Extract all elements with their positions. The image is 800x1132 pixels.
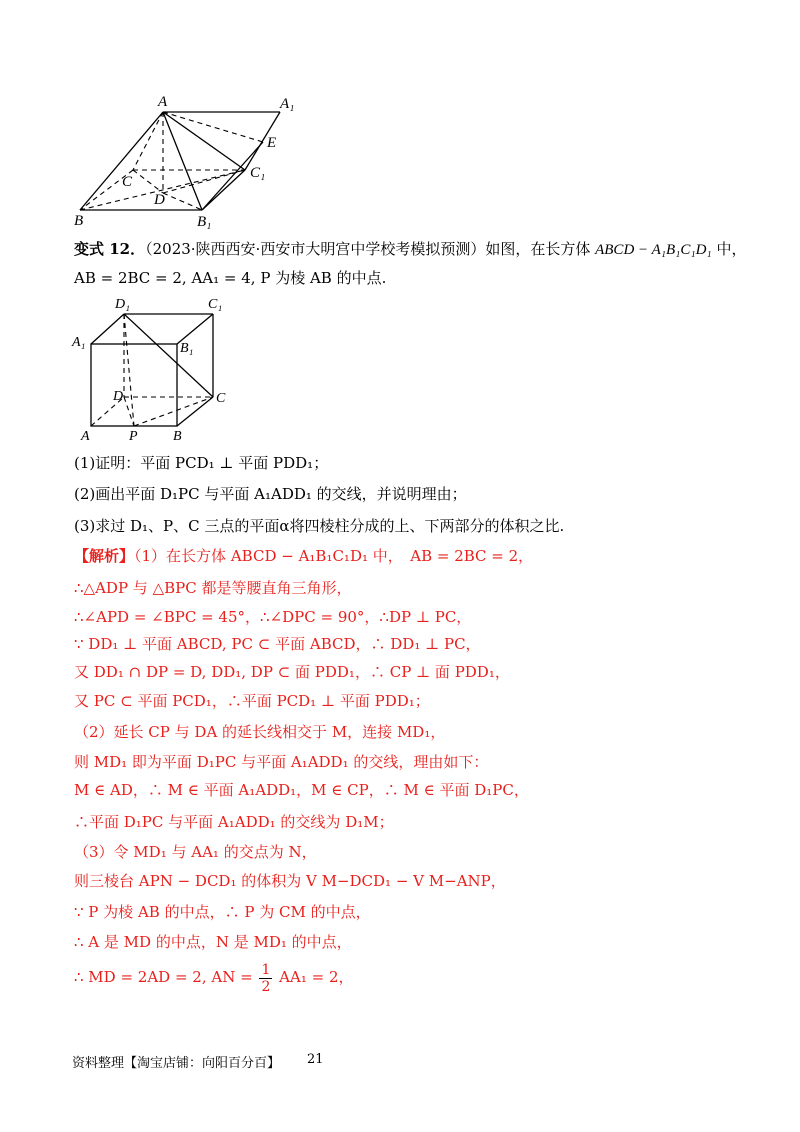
solution-line-5: 又 DD₁ ∩ DP = D, DD₁, DP ⊂ 面 PDD₁，∴ CP ⊥ 面 PDD₁， <box>74 663 510 681</box>
problem-line-2: AB = 2BC = 2, AA₁ = 4, P 为棱 AB 的中点. <box>74 269 387 287</box>
label-D1: D₁ <box>115 297 130 312</box>
problem-line-1: 变式 12．（2023·陕西西安·西安市大明宫中学校考模拟预测）如图，在长方体 ABCD − A₁B₁C₁D₁ 中， <box>74 240 747 258</box>
label-B1: B₁ <box>180 341 194 356</box>
label-C: C <box>122 174 133 190</box>
solution-line-10: ∴平面 D₁PC 与平面 A₁ADD₁ 的交线为 D₁M； <box>74 813 394 831</box>
problem-body-tail: 中， <box>716 240 747 258</box>
page-number: 21 <box>307 1052 324 1067</box>
label-B: B <box>74 213 84 229</box>
label-C1: C₁ <box>250 165 266 181</box>
label-B: B <box>173 429 182 444</box>
solution-line-9: M ∈ AD，∴ M ∈ 平面 A₁ADD₁，M ∈ CP，∴ M ∈ 平面 D₁PC， <box>74 781 529 799</box>
label-A1: A₁ <box>280 96 295 112</box>
solution-line-2: ∴△ADP 与 △BPC 都是等腰直角三角形， <box>74 579 352 597</box>
question-3: (3)求过 D₁、P、C 三点的平面α将四棱柱分成的上、下两部分的体积之比. <box>74 517 565 535</box>
solution-tag: 【解析】 <box>74 547 135 565</box>
solution-line-8: 则 MD₁ 即为平面 D₁PC 与平面 A₁ADD₁ 的交线，理由如下： <box>74 753 489 771</box>
question-2: (2)画出平面 D₁PC 与平面 A₁ADD₁ 的交线，并说明理由； <box>74 485 467 503</box>
label-A: A <box>158 94 168 110</box>
label-B1: B₁ <box>197 214 212 230</box>
solution-line-14: ∴ A 是 MD 的中点，N 是 MD₁ 的中点， <box>74 933 352 951</box>
label-A: A <box>81 429 90 444</box>
label-C: C <box>216 391 226 406</box>
label-A1: A₁ <box>72 335 86 350</box>
label-C1: C₁ <box>208 297 223 312</box>
question-1: (1)证明：平面 PCD₁ ⊥ 平面 PDD₁； <box>74 454 329 472</box>
solution-line-1: 【解析】（1）在长方体 ABCD − A₁B₁C₁D₁ 中， AB = 2BC = 2， <box>74 547 534 565</box>
figure-cuboid <box>70 292 240 452</box>
solution-line-6: 又 PC ⊂ 平面 PCD₁，∴平面 PCD₁ ⊥ 平面 PDD₁； <box>74 692 430 710</box>
label-D: D <box>154 192 165 208</box>
label-E: E <box>267 135 277 151</box>
solution-line-13: ∵ P 为棱 AB 的中点，∴ P 为 CM 的中点， <box>74 903 371 921</box>
problem-source: （2023·陕西西安·西安市大明宫中学校考模拟预测）如图，在长方体 <box>145 240 591 258</box>
label-P: P <box>129 429 138 444</box>
solution-line-4: ∵ DD₁ ⊥ 平面 ABCD, PC ⊂ 平面 ABCD，∴ DD₁ ⊥ PC， <box>74 635 481 653</box>
solution-line-7: （2）延长 CP 与 DA 的延长线相交于 M，连接 MD₁， <box>74 723 446 741</box>
solution-line-3: ∴∠APD = ∠BPC = 45°，∴∠DPC = 90°，∴DP ⊥ PC， <box>74 608 472 626</box>
footer-text: 资料整理【淘宝店铺：向阳百分百】 <box>72 1056 281 1071</box>
solution-line-11: （3）令 MD₁ 与 AA₁ 的交点为 N， <box>74 843 317 861</box>
figure-parallelepiped <box>60 90 300 240</box>
label-D: D <box>113 389 124 404</box>
solution-line-12: 则三棱台 APN − DCD₁ 的体积为 V M−DCD₁ − V M−ANP， <box>74 872 506 890</box>
solution-line-15: ∴ MD = 2AD = 2, AN = $\frac{1}{2}$ AA₁ = 2， <box>74 961 354 995</box>
fraction-one-half: $\frac{1}{2}$ <box>261 961 271 995</box>
problem-title: 变式 12． <box>74 240 146 258</box>
